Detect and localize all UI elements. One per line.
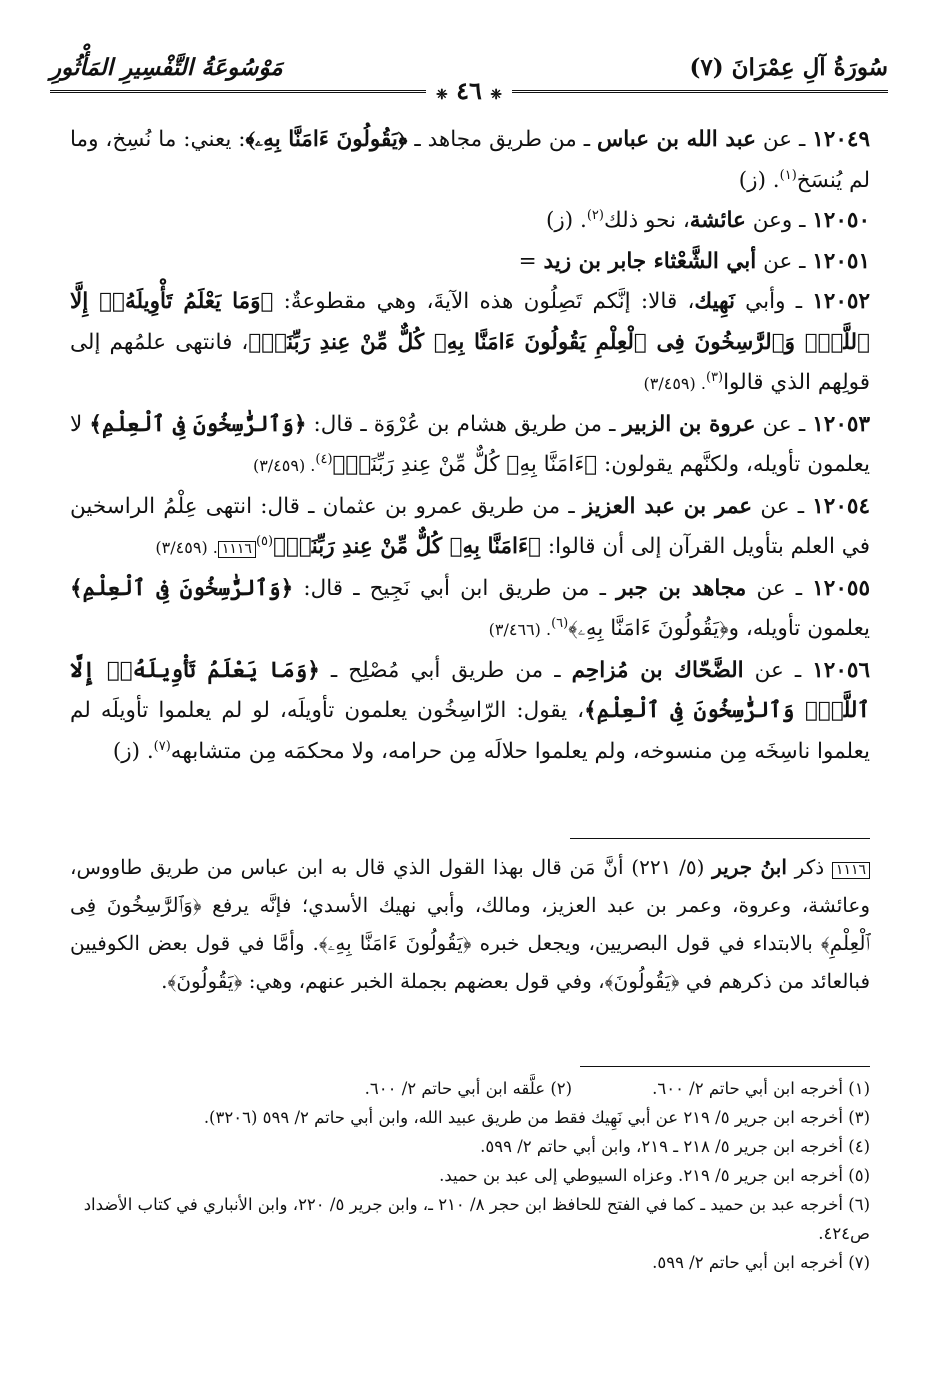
narrator-name: الضَّحّاك بن مُزاحِم: [571, 657, 744, 683]
entry-number: ١٢٠٤٩: [812, 127, 870, 152]
volume-reference: . (٣/٤٦٦): [488, 620, 552, 639]
footnote-3: (٣) أخرجه ابن جرير ٥/ ٢١٩ عن أبي نَهِيك فقط من طريق عبيد الله، وابن أبي حاتم ٢/ ٥٩٩ (٣٢٠٦).: [203, 1108, 870, 1127]
entry-text: ـ عن: [746, 575, 813, 601]
entry-12055: [70, 569, 870, 651]
entry-12056: [70, 651, 870, 773]
entry-text: . (ز): [545, 208, 587, 233]
quran-quote: ﴿يَقُولُونَ ءَامَنَّا بِهِۦ﴾: [245, 127, 408, 152]
entry-text: . (ز): [738, 167, 780, 193]
ornament-icon: ❈: [436, 87, 448, 103]
entry-text: ـ عن: [755, 127, 813, 152]
commentary-text: (٥/ ٢٢١) أنَّ مَن قال بهذا القول الذي قال به ابن عباس من طريق طاووس، وعائشة، وعروة، وعمر بن عبد العزيز، ومالك، وأبي نهيك الأسدي؛ فإنَّه يرفع ﴿وَٱلرَّٰسِخُونَ فِى ٱلْعِلْمِ﴾ بالابتداء في قول البصريين، ويجعل خبره ﴿يَقُولُونَ ءَامَنَّا بِهِۦ﴾. وأمَّا في قول بعض الكوفيين فبالعائد من ذكرهم في ﴿يَقُولُونَ﴾، وفي قول بعضهم بجملة الخبر عنهم، وهي: ﴿يَقُولُونَ﴾.: [70, 855, 870, 993]
entry-text: ، فانتهى علمُهم إلى قولِهم الذي قالوا: [70, 329, 870, 395]
narrator-name: عمر بن عبد العزيز: [582, 493, 753, 519]
entry-number: ١٢٠٥٥: [812, 575, 870, 601]
entry-text: ـ عن: [743, 657, 813, 683]
entry-number: ١٢٠٥٦: [812, 657, 870, 683]
volume-reference: . (٣/٤٥٩): [252, 456, 316, 475]
entry-12051: [70, 242, 870, 283]
page-number: [426, 76, 512, 105]
ornament-icon: ❈: [490, 87, 502, 103]
commentary-text: ذكر: [786, 855, 832, 879]
footnote-marker[interactable]: (١): [779, 167, 797, 183]
commentary-block: [70, 848, 870, 1000]
entry-number: ١٢٠٥٣: [812, 411, 870, 437]
footnote-5: (٥) أخرجه ابن جرير ٥/ ٢١٩. وعزاه السيوطي إلى عبد بن حميد.: [439, 1166, 870, 1185]
entry-12053: [70, 405, 870, 487]
main-text: [70, 120, 870, 772]
entry-text: ـ من طريق هشام بن عُرْوَة ـ قال:: [306, 411, 623, 437]
narrator-name: أبي الشَّعْثاء جابر بن زيد: [543, 248, 757, 274]
quran-quote: ﴿ءَامَنَّا بِهِۦ كُلٌّ مِّنْ عِندِ رَبِّنَاۗ﴾: [273, 534, 542, 559]
entry-text: لا يعلمون تأويله، ولكنَّهم يقولون: ﴿ءَامَنَّا بِهِۦ كُلٌّ مِّنْ عِندِ رَبِّنَاۗ﴾: [70, 411, 870, 477]
footnote-4: (٤) أخرجه ابن جرير ٥/ ٢١٨ ـ ٢١٩، وابن أبي حاتم ٢/ ٥٩٩.: [480, 1137, 870, 1156]
footnotes: [70, 1074, 870, 1277]
entry-text: ـ وأبي: [734, 289, 813, 314]
volume-reference: . (٣/٤٥٩): [643, 374, 706, 393]
entry-text: ـ من طريق أبي مُصْلِح ـ: [319, 657, 572, 683]
commentator-name: ابنُ جرير: [712, 855, 787, 879]
entry-text: ـ وعن: [745, 208, 813, 233]
narrator-name: نَهِيك: [694, 289, 735, 314]
page-header: [50, 48, 888, 108]
footnote-6: (٦) أخرجه عبد بن حميد ـ كما في الفتح للحافظ ابن حجر ٨/ ٢١٠ ـ، وابن جرير ٥/ ٢٢٠، وابن الأنباري في كتاب الأضداد ص٤٢٤.: [83, 1195, 870, 1243]
entry-number: ١٢٠٥١: [812, 248, 870, 274]
footnote-marker[interactable]: (٢): [586, 207, 604, 223]
book-title: مَوْسُوعَةُ التَّفْسِيرِ المَأْثُورِ: [50, 54, 283, 81]
quran-quote: ﴿وَٱلرَّٰسِخُونَ فِى ٱلْعِلْمِ﴾: [70, 575, 294, 601]
narrator-name: عروة بن الزبير: [622, 411, 756, 437]
commentary-number-box: ١١١٦: [832, 862, 870, 879]
footnotes-divider: [580, 1066, 870, 1067]
entry-text: ـ من طريق عمرو بن عثمان ـ قال: انتهى عِلْمُ الراسخين في العلم بتأويل القرآن إلى أن قالوا:: [70, 493, 870, 559]
footnote-2: (٢) علَّقه ابن أبي حاتم ٢/ ٦٠٠.: [364, 1079, 573, 1098]
entry-text: =: [518, 248, 544, 274]
entry-12050: [70, 201, 870, 242]
surah-title: سُورَةُ آلِ عِمْرَانَ (٧): [689, 54, 888, 81]
narrator-name: مجاهد بن جبر: [616, 575, 747, 601]
narrator-name: عائشة: [689, 208, 746, 233]
entry-text: ، يقول: الرّاسِخُون يعلمون تأويلَه، لو لم يعلموا تأويلَه لم يعلموا ناسِخَه مِن منسوخه، ولم يعلموا حلالَه مِن حرامه، ولا محكمَه مِن متشابهه: [70, 698, 870, 764]
footnote-marker[interactable]: (٤): [315, 451, 333, 467]
entry-number: ١٢٠٥٠: [812, 208, 870, 233]
footnote-marker[interactable]: (٥): [255, 533, 274, 549]
footnote-row: [70, 1074, 870, 1103]
commentary-reference-box[interactable]: ١١١٦: [218, 541, 256, 558]
entry-text: ـ من طريق مجاهد ـ: [407, 127, 597, 152]
entry-text: ـ عن: [752, 493, 813, 519]
entry-text: . (ز): [112, 738, 154, 764]
quran-quote: ﴿وَمَا يَعْلَمُ تَأْوِيلَهُۥٓ إِلَّا ٱللَّهُۗ وَٱلرَّٰسِخُونَ فِى ٱلْعِلْمِ﴾: [70, 657, 870, 723]
entry-12054: [70, 487, 870, 569]
commentary-divider: [570, 838, 870, 839]
entry-text: : يعني: ما نُسِخ، وما لم يُنسَخ: [70, 127, 870, 193]
entry-text: ـ عن: [755, 411, 813, 437]
entry-text: ، قالا: إنَّكم تَصِلُون هذه الآيةَ، وهي مقطوعةٌ:: [273, 289, 695, 314]
footnote-marker[interactable]: (٧): [153, 738, 171, 754]
entry-number: ١٢٠٥٢: [812, 289, 870, 314]
footnote-1: (١) أخرجه ابن أبي حاتم ٢/ ٦٠٠.: [652, 1079, 870, 1098]
narrator-name: عبد الله بن عباس: [596, 127, 756, 152]
entry-12052: [70, 282, 870, 405]
page-number-text: ٤٦: [456, 76, 482, 105]
quran-quote: ﴿وَٱلرَّٰسِخُونَ فِى ٱلْعِلْمِ﴾: [89, 411, 307, 437]
entry-number: ١٢٠٥٤: [812, 493, 870, 519]
entry-text: يعلمون تأويله، و﴿يَقُولُونَ ءَامَنَّا بِهِۦ﴾: [568, 616, 870, 641]
quran-quote: ﴿وَمَا يَعْلَمُ تَأْوِيلَهُۥٓ إِلَّا ٱللَّهُۗ وَٱلرَّٰسِخُونَ فِى ٱلْعِلْمِ يَقُولُونَ ءَامَنَّا بِهِۦ كُلٌّ مِّنْ عِندِ رَبِّنَاۗ﴾: [70, 289, 870, 355]
entry-text: ـ عن: [756, 248, 813, 274]
volume-reference: . (٣/٤٥٩): [155, 538, 218, 557]
footnote-7: (٧) أخرجه ابن أبي حاتم ٢/ ٥٩٩.: [652, 1253, 870, 1272]
footnote-marker[interactable]: (٣): [705, 369, 724, 385]
entry-text: ـ من طريق ابن أبي نَجِيح ـ قال:: [293, 575, 617, 601]
footnote-marker[interactable]: (٦): [551, 615, 569, 631]
entry-text: ، نحو ذلك: [603, 208, 690, 233]
entry-12049: [70, 120, 870, 201]
